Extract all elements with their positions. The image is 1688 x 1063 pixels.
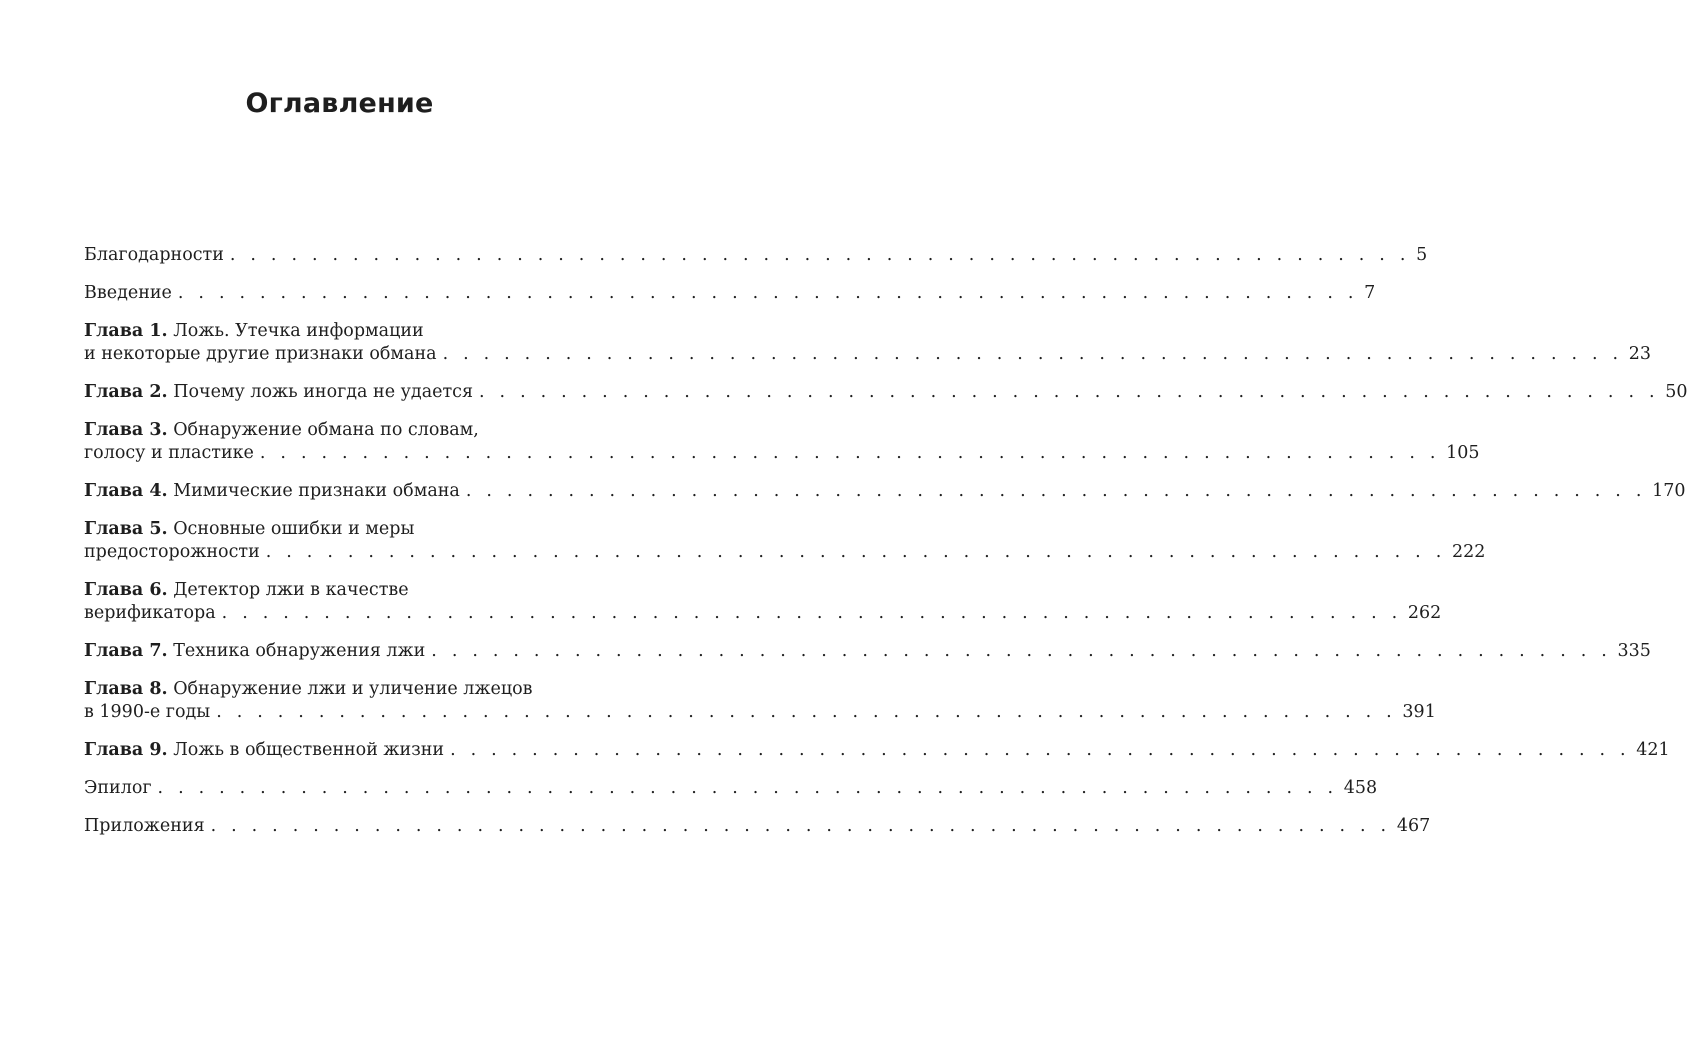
toc-entry <box>84 777 1378 800</box>
toc-entry-row <box>84 640 1651 663</box>
toc-entry <box>84 419 1480 465</box>
dot-leader: . . . . . . . . . . . . . . . . . . . . . . . . . . . . . . . . . . . . . . . . . . . . . . . . . . . . . . . . . . <box>431 641 1612 661</box>
chapter-title-line1: Ложь. Утечка информации <box>173 321 424 341</box>
toc-entry <box>84 815 1431 838</box>
dot-leader: . . . . . . . . . . . . . . . . . . . . . . . . . . . . . . . . . . . . . . . . . . . . . . . . . . . . . . . . . . <box>221 603 1402 623</box>
toc-entry-first-line <box>84 518 585 541</box>
toc-entry <box>84 244 1428 267</box>
toc-entry-text <box>84 640 425 663</box>
toc-entry-first-line <box>84 320 585 343</box>
dot-leader: . . . . . . . . . . . . . . . . . . . . . . . . . . . . . . . . . . . . . . . . . . . . . . . . . . . . . . . . . . <box>465 481 1647 501</box>
page-number: 467 <box>1396 816 1431 836</box>
toc-entry <box>84 320 1652 366</box>
chapter-label: Глава 9. <box>84 740 168 760</box>
chapter-label: Глава 2. <box>84 382 168 402</box>
page-number: 170 <box>1652 481 1686 501</box>
toc-entry-text <box>84 442 254 465</box>
chapter-title-line2: голосу и пластике <box>84 443 254 463</box>
toc-entry-text <box>84 381 473 404</box>
page-number: 262 <box>1407 603 1442 623</box>
page-number: 7 <box>1364 283 1376 303</box>
chapter-title-line2: Благодарности <box>84 245 224 265</box>
chapter-title-line2: Почему ложь иногда не удается <box>173 382 474 402</box>
chapter-title-line2: и некоторые другие признаки обмана <box>84 344 437 364</box>
dot-leader: . . . . . . . . . . . . . . . . . . . . . . . . . . . . . . . . . . . . . . . . . . . . . . . . . . . . . . . . . . <box>177 283 1359 303</box>
chapter-label: Глава 7. <box>84 641 168 661</box>
page-number: 5 <box>1416 245 1428 265</box>
toc-entry <box>84 282 1376 305</box>
toc-entry-first-line <box>84 579 585 602</box>
chapter-title-line2: Ложь в общественной жизни <box>173 740 445 760</box>
chapter-title-line2: в 1990-е годы <box>84 702 211 722</box>
page-number: 391 <box>1402 702 1436 722</box>
page-number: 50 <box>1665 382 1688 402</box>
chapter-title-line1: Детектор лжи в качестве <box>173 580 409 600</box>
chapter-title-line2: Эпилог <box>84 778 152 798</box>
page-title: Оглавление <box>245 88 434 119</box>
chapter-title-line1: Основные ошибки и меры <box>173 519 415 539</box>
page-number: 23 <box>1628 344 1652 364</box>
toc-entry-text <box>84 815 205 838</box>
toc-entry-text <box>84 602 216 625</box>
dot-leader: . . . . . . . . . . . . . . . . . . . . . . . . . . . . . . . . . . . . . . . . . . . . . . . . . . . . . . . . . . <box>157 778 1338 798</box>
chapter-title-line1: Обнаружение обмана по словам, <box>173 420 479 440</box>
dot-leader: . . . . . . . . . . . . . . . . . . . . . . . . . . . . . . . . . . . . . . . . . . . . . . . . . . . . . . . . . . <box>216 702 1397 722</box>
chapter-label: Глава 5. <box>84 519 168 539</box>
dot-leader: . . . . . . . . . . . . . . . . . . . . . . . . . . . . . . . . . . . . . . . . . . . . . . . . . . . . . . . . . . <box>265 542 1446 562</box>
toc-entry-row <box>84 442 1480 465</box>
chapter-label: Глава 3. <box>84 420 168 440</box>
chapter-label: Глава 4. <box>84 481 168 501</box>
dot-leader: . . . . . . . . . . . . . . . . . . . . . . . . . . . . . . . . . . . . . . . . . . . . . . . . . . . . . . . . . . <box>450 740 1631 760</box>
page-number: 335 <box>1617 641 1651 661</box>
toc-entry <box>84 480 1686 503</box>
dot-leader: . . . . . . . . . . . . . . . . . . . . . . . . . . . . . . . . . . . . . . . . . . . . . . . . . . . . . . . . . . <box>479 382 1660 402</box>
page-number: 421 <box>1636 740 1670 760</box>
page-number: 458 <box>1343 778 1378 798</box>
toc-entry <box>84 678 1436 724</box>
toc-entry-row <box>84 701 1436 724</box>
chapter-title-line2: Введение <box>84 283 172 303</box>
toc-entry-text <box>84 244 224 267</box>
toc-entry-row <box>84 244 1428 267</box>
dot-leader: . . . . . . . . . . . . . . . . . . . . . . . . . . . . . . . . . . . . . . . . . . . . . . . . . . . . . . . . . . <box>442 344 1623 364</box>
toc-entry-text <box>84 739 444 762</box>
page-number: 105 <box>1446 443 1480 463</box>
toc-entry-first-line <box>84 678 585 701</box>
toc-entry <box>84 518 1486 564</box>
toc-entry-row <box>84 602 1442 625</box>
toc-entry <box>84 640 1651 663</box>
dot-leader: . . . . . . . . . . . . . . . . . . . . . . . . . . . . . . . . . . . . . . . . . . . . . . . . . . . . . . . . . . <box>229 245 1411 265</box>
toc-entry-text <box>84 343 437 366</box>
toc-entry-text <box>84 541 260 564</box>
toc-entry-row <box>84 739 1670 762</box>
chapter-title-line2: предосторожности <box>84 542 260 562</box>
chapter-title-line2: Мимические признаки обмана <box>173 481 460 501</box>
toc-entry-row <box>84 777 1378 800</box>
toc-entry-row <box>84 343 1652 366</box>
toc-entry-row <box>84 282 1376 305</box>
page-number: 222 <box>1451 542 1486 562</box>
chapter-label: Глава 1. <box>84 321 168 341</box>
toc-entry-first-line <box>84 419 585 442</box>
chapter-label: Глава 6. <box>84 580 168 600</box>
toc-entry-text <box>84 777 152 800</box>
chapter-title-line2: Приложения <box>84 816 205 836</box>
chapter-label: Глава 8. <box>84 679 168 699</box>
toc-entry-text <box>84 701 210 724</box>
toc-entry <box>84 739 1670 762</box>
dot-leader: . . . . . . . . . . . . . . . . . . . . . . . . . . . . . . . . . . . . . . . . . . . . . . . . . . . . . . . . . . <box>259 443 1441 463</box>
toc-entry-text <box>84 480 460 503</box>
toc-entry <box>84 579 1442 625</box>
chapter-title-line2: верификатора <box>84 603 216 623</box>
table-of-contents <box>84 244 1688 853</box>
toc-entry-row <box>84 480 1686 503</box>
toc-entry-text <box>84 282 172 305</box>
chapter-title-line2: Техника обнаружения лжи <box>173 641 426 661</box>
toc-entry-row <box>84 815 1431 838</box>
chapter-title-line1: Обнаружение лжи и уличение лжецов <box>173 679 533 699</box>
toc-entry-row <box>84 541 1486 564</box>
toc-entry <box>84 381 1688 404</box>
toc-entry-row <box>84 381 1688 404</box>
dot-leader: . . . . . . . . . . . . . . . . . . . . . . . . . . . . . . . . . . . . . . . . . . . . . . . . . . . . . . . . . . <box>210 816 1391 836</box>
